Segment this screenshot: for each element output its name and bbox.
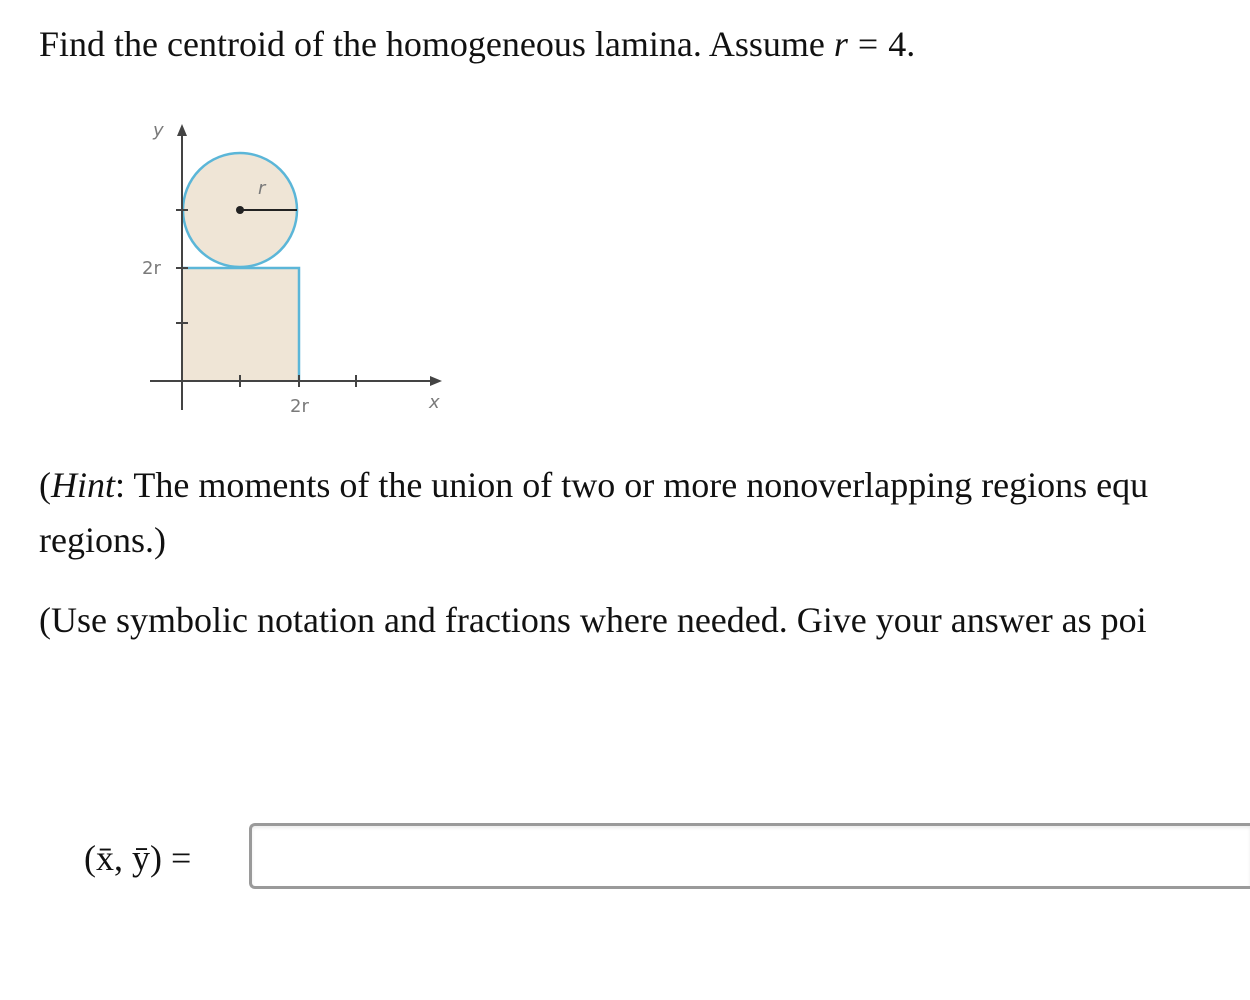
question-variable: r (833, 24, 848, 64)
centroid-answer-input[interactable] (249, 823, 1250, 889)
hint-open-paren: ( (39, 465, 51, 505)
x-tick-label-2r: 2r (290, 396, 309, 417)
centroid-label: (x̄, ȳ) = (84, 838, 192, 878)
question-equals: = (857, 24, 879, 64)
instructions-text: (Use symbolic notation and fractions where needed. Give your answer as poi (39, 600, 1147, 640)
hint-text (39, 458, 1250, 568)
hint-body: : The moments of the union of two or more nonoverlapping regions equ (115, 465, 1149, 505)
hint-line-2: regions.) (39, 520, 166, 560)
center-dot (236, 206, 244, 214)
lamina-figure (130, 110, 460, 420)
x-axis-label: x (429, 392, 440, 413)
radius-label: r (258, 178, 266, 199)
question-text (39, 20, 915, 68)
y-tick-label-2r: 2r (142, 258, 161, 279)
lamina-square (182, 268, 299, 381)
y-axis-label: y (153, 120, 164, 141)
hint-line-1 (39, 458, 1250, 513)
hint-label: Hint (51, 465, 116, 505)
y-axis-arrow (177, 124, 187, 136)
question-value: 4. (888, 24, 916, 64)
question-sentence: Find the centroid of the homogeneous lamina. Assume (39, 24, 825, 64)
x-axis-arrow (430, 376, 442, 386)
